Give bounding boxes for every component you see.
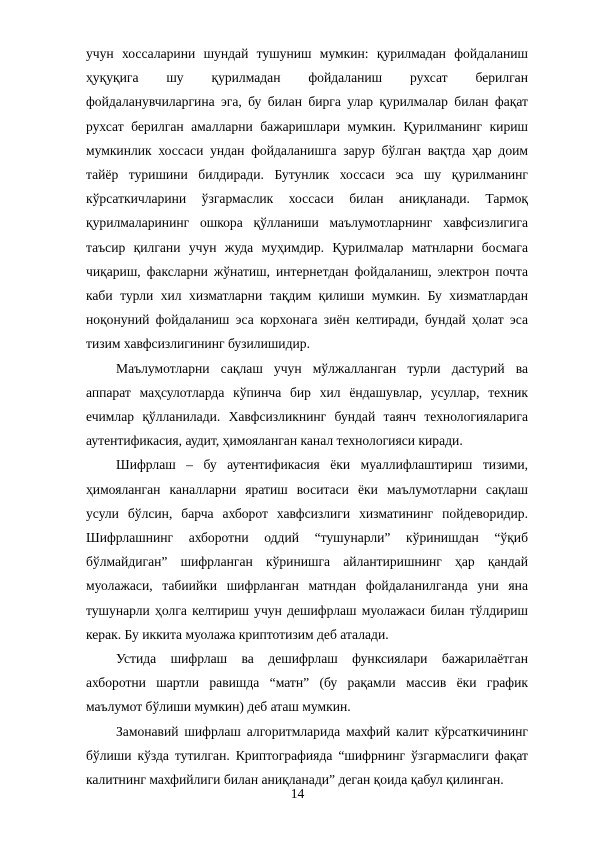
paragraph-continuation: учун хоссаларини шундай тушуниш мумкин: қурилмадан фойдаланиш ҳуқуқига шу қурилмадан фойдаланиш рухсат берилган фойдаланувчиларгина эга, бу билан бирга улар қурилмалар билан фақат рухсат берилган амалларни бажаришлари мумкин. Қурилманинг кириш мумкинлик хоссаси ундан фойдаланишга зарур бўлган вақтда ҳар доим тайёр туришини билдиради. Бутунлик хоссаси эса шу қурилманинг кўрсаткичларини ўзгармаслик хоссаси билан аниқланади. Тармоқ қурилмаларининг ошкора қўлланиши маълумотларнинг хавфсизлигига таъсир қилгани учун жуда муҳимдир. Қурилмалар матнларни босмага чиқариш, факсларни жўнатиш, интернетдан фойдаланиш, электрон почта каби турли хил хизматларни тақдим қилиши мумкин. Бу хизматлардан ноқонуний фойдаланиш эса корхонага зиён келтиради, бундай ҳолат эса тизим хавфсизлигининг бузилишидир. xyxy=(86,46,528,352)
paragraph-encryption: Шифрлаш – бу аутентификасия ёки муаллифлаштириш тизими, ҳимояланган каналларни яратиш воситаси ёки маълумотларни сақлаш усули бўлсин, барча ахборот хавфсизлиги хизматининг пойдеворидир. Шифрлашнинг ахборотни оддий “тушунарли” кўринишдан “ўқиб бўлмайдиган” шифрланган кўринишга айлантиришнинг ҳар қандай муолажаси, табиийки шифрланган матндан фойдаланилганда уни яна тушунарли ҳолга келтириш учун дешифрлаш муолажаси билан тўлдириш керак. Бу иккита муолажа криптотизим деб аталади. xyxy=(86,457,528,642)
paragraph-text-definition: Устида шифрлаш ва дешифрлаш функсиялари бажарилаётган ахборотни шартли равишда “матн” (бу рақамли массив ёки график маълумот бўлиши мумкин) деб аташ мумкин. xyxy=(86,651,528,715)
paragraph-modern-algorithms: Замонавий шифрлаш алгоритмларида махфий калит кўрсаткичининг бўлиши кўзда тутилган. Криптографияда “шифрнинг ўзгармаслиги фақат калитнинг махфийлиги билан аниқланади” деган қоида қабул қилинган. xyxy=(86,723,528,788)
page-number: 14 xyxy=(290,786,305,801)
paragraph-storage-technologies: Маълумотларни сақлаш учун мўлжалланган турли дастурий ва аппарат маҳсулотларда кўпинча бир хил ёндашувлар, усуллар, техник ечимлар қўлланилади. Хавфсизликнинг бундай таянч технологияларига аутентификасия, аудит, ҳимояланган канал технологияси киради. xyxy=(86,360,528,449)
body-text xyxy=(86,42,528,792)
